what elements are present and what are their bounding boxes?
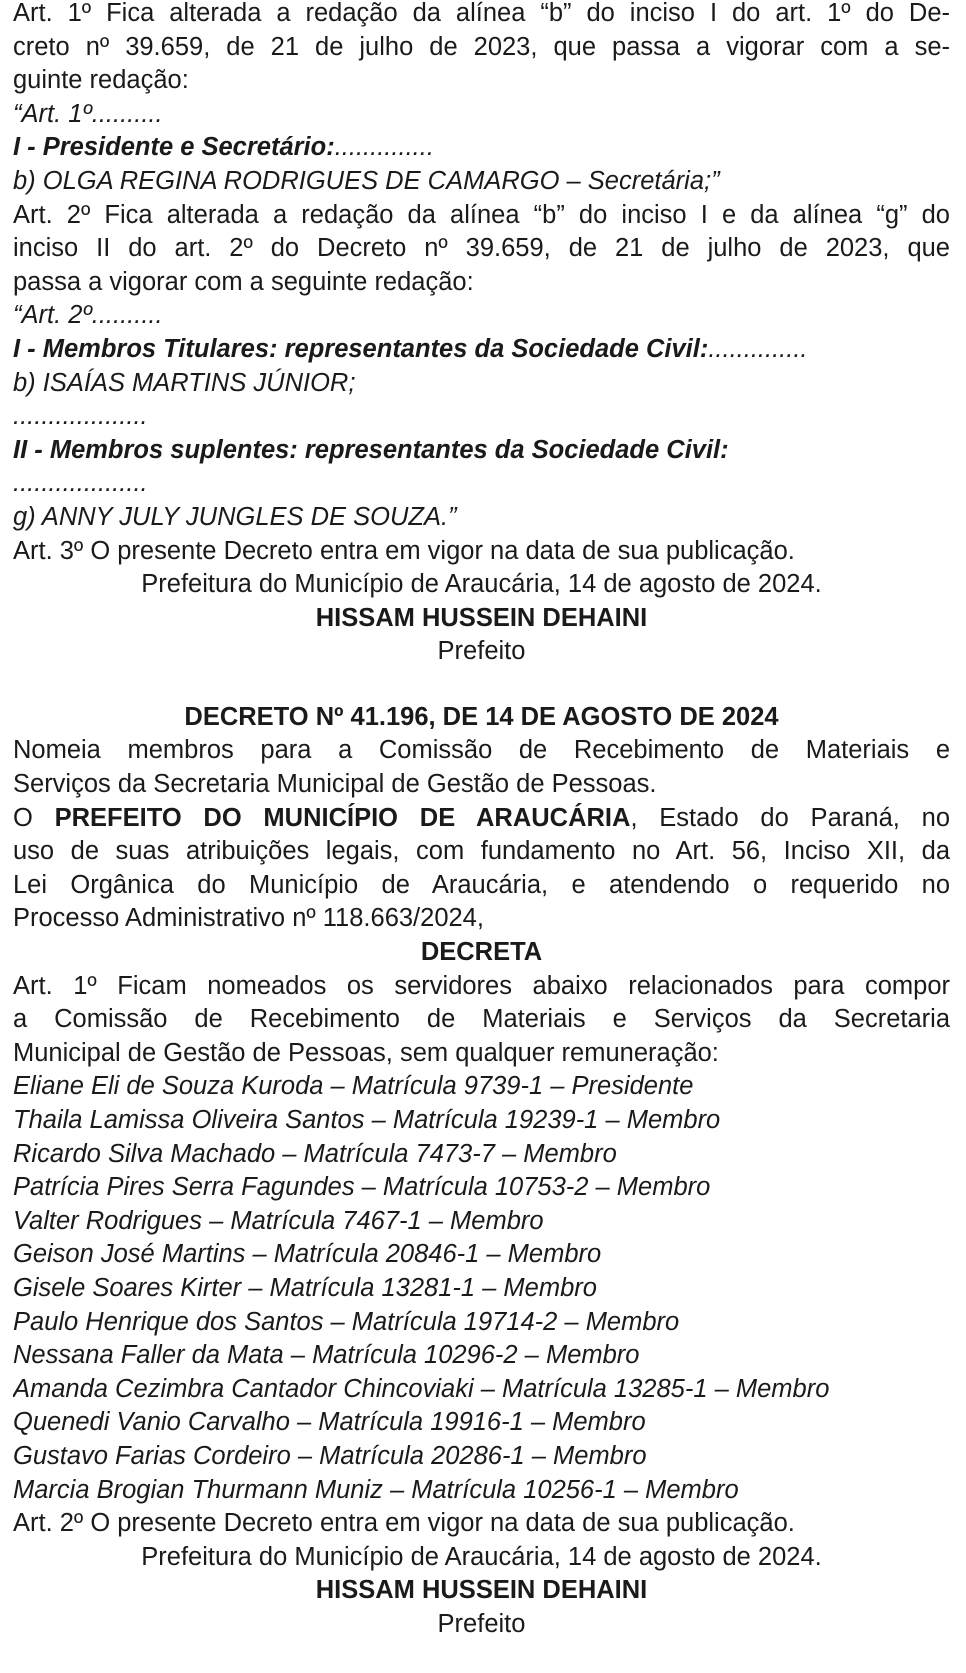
quote2-g: g) ANNY JULY JUNGLES DE SOUZA.”: [13, 502, 457, 531]
preamble-authority: PREFEITO DO MUNICÍPIO DE ARAUCÁRIA: [54, 803, 631, 832]
signer-name: HISSAM HUSSEIN DEHAINI: [315, 1576, 648, 1605]
second-decree: [13, 701, 950, 1642]
quote1-item: [13, 131, 950, 165]
preamble-line-1: [13, 802, 950, 836]
quote2-head: “Art. 2º..........: [13, 301, 163, 330]
art2-line-3: passa a vigorar com a seguinte redação:: [13, 267, 474, 296]
decree-title: DECRETO Nº 41.196, DE 14 DE AGOSTO DE 2024: [184, 702, 779, 731]
signer-title: Prefeito: [437, 637, 526, 666]
list-item: Gustavo Farias Cordeiro – Matrícula 20286-1 – Membro: [13, 1441, 647, 1470]
art1-line-3: Municipal de Gestão de Pessoas, sem qualquer remuneração:: [13, 1038, 719, 1067]
summary-line-2: Serviços da Secretaria Municipal de Gestão de Pessoas.: [13, 770, 657, 799]
art1-line-1: Art. 1º Ficam nomeados os servidores abaixo relacionados para compor: [13, 971, 950, 1000]
summary-line-1: Nomeia membros para a Comissão de Recebimento de Materiais e: [13, 736, 950, 765]
list-item: Patrícia Pires Serra Fagundes – Matrícula 10753-2 – Membro: [13, 1173, 711, 1202]
quote1-head: “Art. 1º..........: [13, 99, 163, 128]
preamble-rest: , Estado do Paraná, no: [630, 803, 950, 832]
preamble-line-2: uso de suas atribuições legais, com fundamento no Art. 56, Inciso XII, da: [13, 837, 950, 866]
quote2-dots-b: ...................: [13, 469, 148, 498]
members-list: [13, 1070, 950, 1507]
decreta-heading: DECRETA: [420, 938, 543, 967]
list-item: Marcia Brogian Thurmann Muniz – Matrícula 10256-1 – Membro: [13, 1475, 739, 1504]
quote2-dots-a: ...................: [13, 402, 148, 431]
list-item: Amanda Cezimbra Cantador Chincoviaki – Matrícula 13285-1 – Membro: [13, 1374, 830, 1403]
preamble-o: O: [13, 803, 55, 832]
art1-line-3: guinte redação:: [13, 66, 189, 95]
list-item: Quenedi Vanio Carvalho – Matrícula 19916-1 – Membro: [13, 1408, 646, 1437]
art2-line-2: inciso II do art. 2º do Decreto nº 39.659, de 21 de julho de 2023, que: [13, 234, 950, 263]
quote1-b: b) OLGA REGINA RODRIGUES DE CAMARGO – Secretária;”: [13, 166, 720, 195]
first-decree: [13, 0, 950, 669]
place-date: Prefeitura do Município de Araucária, 14 de agosto de 2024.: [141, 570, 822, 599]
section-spacer: [13, 669, 950, 701]
list-item: Gisele Soares Kirter – Matrícula 13281-1 – Membro: [13, 1273, 597, 1302]
preamble-line-3: Lei Orgânica do Município de Araucária, e atendendo o requerido no: [13, 870, 950, 899]
art1-line-1: Art. 1º Fica alterada a redação da alínea “b” do inciso I do art. 1º do De-: [13, 0, 950, 27]
place-date: Prefeitura do Município de Araucária, 14 de agosto de 2024.: [141, 1542, 822, 1571]
list-item: Valter Rodrigues – Matrícula 7467-1 – Membro: [13, 1206, 544, 1235]
quote1-item-heading: I - Presidente e Secretário:: [13, 133, 335, 162]
list-item: Paulo Henrique dos Santos – Matrícula 19714-2 – Membro: [13, 1307, 680, 1336]
quote1-item-dots: ..............: [334, 133, 434, 162]
list-item: Thaila Lamissa Oliveira Santos – Matrícula 19239-1 – Membro: [13, 1106, 721, 1134]
list-item: Geison José Martins – Matrícula 20846-1 – Membro: [13, 1240, 602, 1269]
art1-line-2: a Comissão de Recebimento de Materiais e Serviços da Secretaria: [13, 1005, 950, 1034]
preamble-line-4: Processo Administrativo nº 118.663/2024,: [13, 904, 484, 933]
list-item: Ricardo Silva Machado – Matrícula 7473-7 – Membro: [13, 1139, 617, 1168]
quote2-b: b) ISAÍAS MARTINS JÚNIOR;: [13, 368, 356, 397]
signer-name: HISSAM HUSSEIN DEHAINI: [315, 603, 648, 632]
signer-title: Prefeito: [437, 1609, 526, 1638]
quote2-item1: [13, 333, 950, 367]
quote2-item2-heading: II - Membros suplentes: representantes da Sociedade Civil:: [13, 435, 729, 464]
art2-line-1: Art. 2º Fica alterada a redação da alínea “b” do inciso I e da alínea “g” do: [13, 200, 950, 229]
list-item: Eliane Eli de Souza Kuroda – Matrícula 9739-1 – Presidente: [13, 1072, 694, 1101]
art1-line-2: creto nº 39.659, de 21 de julho de 2023, que passa a vigorar com a se-: [13, 32, 950, 61]
quote2-item1-heading: I - Membros Titulares: representantes da Sociedade Civil:: [13, 334, 709, 363]
art2: Art. 2º O presente Decreto entra em vigor na data de sua publicação.: [13, 1509, 795, 1538]
art3: Art. 3º O presente Decreto entra em vigor na data de sua publicação.: [13, 536, 795, 565]
list-item: Nessana Faller da Mata – Matrícula 10296-2 – Membro: [13, 1341, 640, 1370]
quote2-item1-dots: ..............: [708, 334, 808, 363]
